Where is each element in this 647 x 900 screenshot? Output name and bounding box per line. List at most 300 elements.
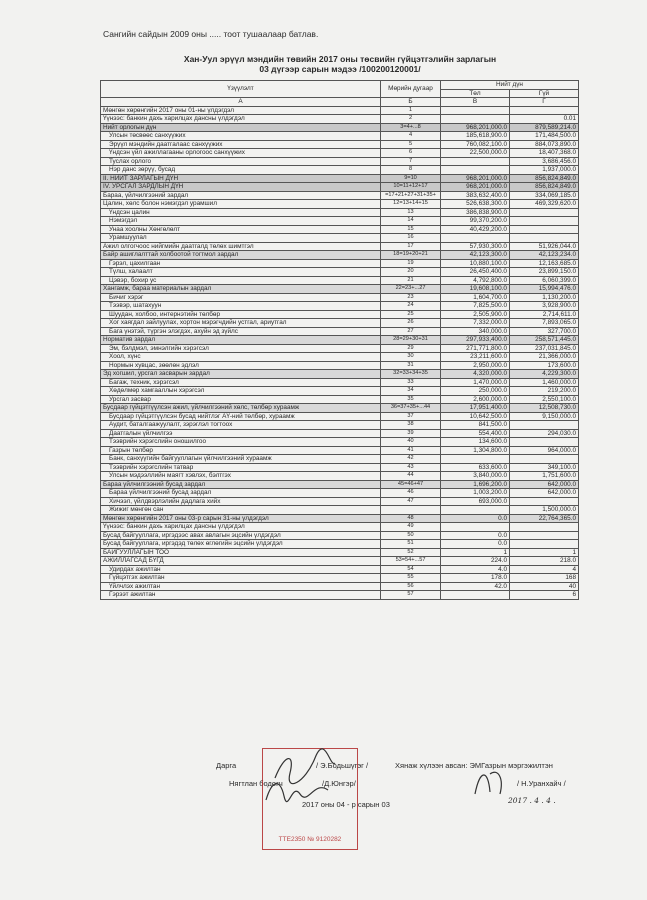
row-label: Бараа үйлчилгээний бусад зардал <box>101 489 381 498</box>
row-label: Нэмэгдэл <box>101 217 381 226</box>
row-code: 31 <box>381 361 441 370</box>
table-row <box>101 251 579 260</box>
table-row <box>101 242 579 251</box>
row-label: Үндсэн үйл ажиллагааны орлогоос санхүүжих <box>101 149 381 158</box>
row-budget <box>441 106 510 115</box>
row-actual <box>510 421 579 430</box>
row-budget: 1 <box>441 548 510 557</box>
row-code: 28=29+30+31 <box>381 336 441 345</box>
row-code: 44 <box>381 472 441 481</box>
row-budget <box>441 115 510 124</box>
row-code: 6 <box>381 149 441 158</box>
header-col-a: А <box>101 98 381 107</box>
row-actual: 327,700.0 <box>510 327 579 336</box>
table-row <box>101 310 579 319</box>
table-row <box>101 378 579 387</box>
row-code: 55 <box>381 574 441 583</box>
row-label: Бараа үйлчилгээний бусад зардал <box>101 480 381 489</box>
row-actual: 879,589,214.0 <box>510 123 579 132</box>
header-actual: Гүй <box>510 89 579 98</box>
header-col-g: Г <box>510 98 579 107</box>
row-label: Даатгалын үйлчилгээ <box>101 429 381 438</box>
row-budget: 633,600.0 <box>441 463 510 472</box>
table-row <box>101 157 579 166</box>
row-actual: 0.01 <box>510 115 579 124</box>
row-code: 35 <box>381 395 441 404</box>
row-budget: 968,201,000.0 <box>441 183 510 192</box>
row-budget: 26,450,400.0 <box>441 268 510 277</box>
row-code: 43 <box>381 463 441 472</box>
table-row <box>101 217 579 226</box>
row-actual: 9,150,000.0 <box>510 412 579 421</box>
receiver-signature <box>470 764 510 800</box>
row-label: Бага үнэтэй, түргэн элэгдэх, ахуйн эд зүйлс <box>101 327 381 336</box>
row-code: 53=54+...57 <box>381 557 441 566</box>
row-actual: 3,928,900.0 <box>510 302 579 311</box>
row-code: 19 <box>381 259 441 268</box>
row-actual <box>510 523 579 532</box>
row-actual: 21,366,000.0 <box>510 353 579 362</box>
table-row <box>101 514 579 523</box>
row-budget: 185,618,900.0 <box>441 132 510 141</box>
row-code <box>381 506 441 515</box>
row-label: Тээвэр, шатахуун <box>101 302 381 311</box>
header-amount: Нийт дүн <box>441 81 579 90</box>
row-actual <box>510 106 579 115</box>
row-budget: 4.0 <box>441 565 510 574</box>
row-code: 54 <box>381 565 441 574</box>
row-label: Хөдөлмөр хамгааллын хэрэгсэл <box>101 387 381 396</box>
row-actual <box>510 455 579 464</box>
table-row <box>101 149 579 158</box>
table-row <box>101 489 579 498</box>
row-actual: 7,893,065.0 <box>510 319 579 328</box>
table-row <box>101 446 579 455</box>
row-label: Туслах орлого <box>101 157 381 166</box>
row-budget <box>441 455 510 464</box>
table-row <box>101 344 579 353</box>
table-row <box>101 370 579 379</box>
row-label: Газрын төлбөр <box>101 446 381 455</box>
row-actual: 171,484,500.0 <box>510 132 579 141</box>
row-budget <box>441 157 510 166</box>
row-actual <box>510 208 579 217</box>
row-code: 17 <box>381 242 441 251</box>
row-code: 18=19+20+21 <box>381 251 441 260</box>
row-actual: 173,600.0 <box>510 361 579 370</box>
row-code: 12=13+14+15 <box>381 200 441 209</box>
row-code: 7 <box>381 157 441 166</box>
table-row <box>101 327 579 336</box>
report-title: Хан-Уул эрүүл мэндийн төвийн 2017 оны төсвийн гүйцэтгэлийн зарлагын <box>183 54 497 64</box>
table-row <box>101 285 579 294</box>
row-actual: 23,899,150.0 <box>510 268 579 277</box>
row-actual: 469,329,620.0 <box>510 200 579 209</box>
row-budget: 99,370,200.0 <box>441 217 510 226</box>
row-budget: 693,000.0 <box>441 497 510 506</box>
row-code: 8 <box>381 166 441 175</box>
row-label: Үйлчлэх ажилтан <box>101 582 381 591</box>
row-code: 34 <box>381 387 441 396</box>
row-budget: 2,600,000.0 <box>441 395 510 404</box>
approval-note: Сангийн сайдын 2009 оны ..... тоот тушаалаар батлав. <box>103 29 319 39</box>
expenditure-table <box>100 80 579 600</box>
row-code: 27 <box>381 327 441 336</box>
table-row <box>101 429 579 438</box>
header-budget: Төл <box>441 89 510 98</box>
row-label: Цалин, хөлс болон нэмэгдэл урамшил <box>101 200 381 209</box>
table-row <box>101 531 579 540</box>
row-label: Нэр данс зөрүү, бусад <box>101 166 381 175</box>
row-label: Мөнгөн хөрөнгийн 2017 оны 01-ны үлдэгдэл <box>101 106 381 115</box>
row-budget: 386,838,900.0 <box>441 208 510 217</box>
row-budget: 340,000.0 <box>441 327 510 336</box>
row-budget: 271,771,800.0 <box>441 344 510 353</box>
row-actual: 4 <box>510 565 579 574</box>
table-row <box>101 132 579 141</box>
row-actual <box>510 540 579 549</box>
row-label: Аудит, баталгаажуулалт, зэрэглэл тогтоох <box>101 421 381 430</box>
row-actual: 51,926,044.0 <box>510 242 579 251</box>
accountant-signature <box>262 772 332 808</box>
row-label: Бусад байгууллага, иргэдээс авах авлагын эцсийн үлдэгдэл <box>101 531 381 540</box>
row-label: Бичиг хэрэг <box>101 293 381 302</box>
row-code: 32=33+34+35 <box>381 370 441 379</box>
row-code: 56 <box>381 582 441 591</box>
row-actual: 6,060,399.0 <box>510 276 579 285</box>
row-actual: 349,100.0 <box>510 463 579 472</box>
row-code: 41 <box>381 446 441 455</box>
row-budget: 1,470,000.0 <box>441 378 510 387</box>
row-actual <box>510 438 579 447</box>
table-row <box>101 200 579 209</box>
receiver-title: Хянаж хүлээн авсан: ЭМГазрын мэргэжилтэн <box>395 761 553 770</box>
table-row <box>101 557 579 566</box>
table-row <box>101 174 579 183</box>
row-budget: 297,933,400.0 <box>441 336 510 345</box>
table-row <box>101 140 579 149</box>
row-code: 4 <box>381 132 441 141</box>
header-row-1 <box>101 81 579 90</box>
table-row <box>101 387 579 396</box>
row-code: 25 <box>381 310 441 319</box>
row-label: Үндсэн цалин <box>101 208 381 217</box>
row-label: Багаж, техник, хэрэгсэл <box>101 378 381 387</box>
table-row <box>101 123 579 132</box>
row-label: Гүйцэтгэх ажилтан <box>101 574 381 583</box>
table-row <box>101 412 579 421</box>
row-label: II. НИЙТ ЗАРЛАГЫН ДҮН <box>101 174 381 183</box>
table-row <box>101 472 579 481</box>
row-code: 5 <box>381 140 441 149</box>
row-budget: 1,304,800.0 <box>441 446 510 455</box>
table-row <box>101 591 579 600</box>
row-budget: 0.0 <box>441 540 510 549</box>
row-actual: 218.0 <box>510 557 579 566</box>
row-code: 49 <box>381 523 441 532</box>
row-code: 26 <box>381 319 441 328</box>
table-row <box>101 455 579 464</box>
row-code: 29 <box>381 344 441 353</box>
row-code: 24 <box>381 302 441 311</box>
row-code: 10=11+12+17 <box>381 183 441 192</box>
row-actual <box>510 531 579 540</box>
row-code: 14 <box>381 217 441 226</box>
row-label: Улсын төсвөөс санхүүжих <box>101 132 381 141</box>
row-code: 52 <box>381 548 441 557</box>
row-budget <box>441 234 510 243</box>
table-row <box>101 353 579 362</box>
table-row <box>101 183 579 192</box>
row-label: Улсын мэдээллийн маягт хэвлэх, бэлтгэх <box>101 472 381 481</box>
row-label: Урамшуулал <box>101 234 381 243</box>
row-label: БАЙГУУЛЛАГЫН ТОО <box>101 548 381 557</box>
row-budget: 2,505,900.0 <box>441 310 510 319</box>
row-actual: 258,571,445.0 <box>510 336 579 345</box>
row-code: 57 <box>381 591 441 600</box>
table-row <box>101 506 579 515</box>
row-code: 42 <box>381 455 441 464</box>
row-budget: 7,825,500.0 <box>441 302 510 311</box>
row-label: Хангамж, бараа материалын зардал <box>101 285 381 294</box>
row-label: Тээврийн хэрэгслийн оношилгоо <box>101 438 381 447</box>
row-label: IV. УРСГАЛ ЗАРДЛЫН ДҮН <box>101 183 381 192</box>
row-label: Үүнээс: банкин дахь харилцах дансны үлдэгдэл <box>101 115 381 124</box>
accountant-title: Нягтлан бодогч <box>229 779 283 788</box>
table-row <box>101 268 579 277</box>
stamp-number: ТТЕ2350 № 9120282 <box>278 836 342 843</box>
table-row <box>101 480 579 489</box>
row-budget: 1,604,700.0 <box>441 293 510 302</box>
row-budget: 250,000.0 <box>441 387 510 396</box>
row-actual: 12,163,685.0 <box>510 259 579 268</box>
row-budget: 1,696,200.0 <box>441 480 510 489</box>
table-row <box>101 361 579 370</box>
row-budget: 526,638,300.0 <box>441 200 510 209</box>
row-budget: 42.0 <box>441 582 510 591</box>
row-code: 13 <box>381 208 441 217</box>
table-row <box>101 106 579 115</box>
row-label: Жижиг мөнгөн сан <box>101 506 381 515</box>
row-label: Байр ашиглалттай холбоотой тогтмол зардал <box>101 251 381 260</box>
row-code: 51 <box>381 540 441 549</box>
row-code: 22=23+...27 <box>381 285 441 294</box>
row-actual: 964,000.0 <box>510 446 579 455</box>
table-row <box>101 234 579 243</box>
row-code: 38 <box>381 421 441 430</box>
row-actual: 22,764,365.0 <box>510 514 579 523</box>
row-budget: 7,332,000.0 <box>441 319 510 328</box>
table-row <box>101 293 579 302</box>
row-actual: 856,824,849.0 <box>510 174 579 183</box>
director-name: / Э.Бодьшүгэг / <box>316 761 369 770</box>
row-label: Бараа, үйлчилгээний зардал <box>101 191 381 200</box>
header-col-b: Б <box>381 98 441 107</box>
table-row <box>101 438 579 447</box>
row-label: Мөнгөн хөрөнгийн 2017 оны 03-р сарын 31-ны үлдэгдэл <box>101 514 381 523</box>
row-actual: 1 <box>510 548 579 557</box>
table-row <box>101 404 579 413</box>
row-actual: 2,714,611.0 <box>510 310 579 319</box>
row-label: Гэрэл, цахилгаан <box>101 259 381 268</box>
table-row <box>101 421 579 430</box>
row-label: Нормын хувцас, зөөлөн эдлэл <box>101 361 381 370</box>
header-col-v: В <box>441 98 510 107</box>
row-actual: 1,460,000.0 <box>510 378 579 387</box>
row-actual <box>510 234 579 243</box>
row-actual: 334,069,185.0 <box>510 191 579 200</box>
row-code: 20 <box>381 268 441 277</box>
table-row <box>101 336 579 345</box>
header-row-number: Мөрийн дугаар <box>381 81 441 98</box>
row-actual: 294,030.0 <box>510 429 579 438</box>
row-code: 16 <box>381 234 441 243</box>
row-budget: 178.0 <box>441 574 510 583</box>
row-budget: 3,840,000.0 <box>441 472 510 481</box>
row-budget <box>441 166 510 175</box>
row-budget: 17,951,400.0 <box>441 404 510 413</box>
row-budget: 0.0 <box>441 531 510 540</box>
row-code: 3=4+...8 <box>381 123 441 132</box>
row-code: 23 <box>381 293 441 302</box>
row-label: Ажил олгогчоос нийгмийн даатгалд төлөх шимтгэл <box>101 242 381 251</box>
table-row <box>101 225 579 234</box>
row-actual: 2,550,100.0 <box>510 395 579 404</box>
row-code: 2 <box>381 115 441 124</box>
table-row <box>101 463 579 472</box>
row-budget: 760,082,100.0 <box>441 140 510 149</box>
row-actual: 6 <box>510 591 579 600</box>
table-row <box>101 395 579 404</box>
row-budget: 1,003,200.0 <box>441 489 510 498</box>
row-label: Удирдах ажилтан <box>101 565 381 574</box>
row-code: 48 <box>381 514 441 523</box>
row-code: 39 <box>381 429 441 438</box>
row-label: Эрүүл мэндийн даатгалаас санхүүжих <box>101 140 381 149</box>
row-actual: 1,751,600.0 <box>510 472 579 481</box>
row-budget: 0.0 <box>441 514 510 523</box>
row-actual: 42,123,234.0 <box>510 251 579 260</box>
table-row <box>101 319 579 328</box>
row-code: 40 <box>381 438 441 447</box>
row-actual: 237,031,845.0 <box>510 344 579 353</box>
row-label: Норматив зардал <box>101 336 381 345</box>
row-budget: 19,608,100.0 <box>441 285 510 294</box>
row-budget: 23,211,600.0 <box>441 353 510 362</box>
header-row-3 <box>101 98 579 107</box>
row-code: 9=10 <box>381 174 441 183</box>
handwritten-date: 2017 . 4 . 4 . <box>508 796 556 805</box>
row-budget: 10,880,100.0 <box>441 259 510 268</box>
row-actual: 4,229,300.0 <box>510 370 579 379</box>
table-row <box>101 565 579 574</box>
row-actual: 12,508,730.0 <box>510 404 579 413</box>
row-budget: 2,950,000.0 <box>441 361 510 370</box>
row-label: Бусдаар гүйцэтгүүлсэн бусад нийтлэг АҮ-ний төлбөр, хураамж <box>101 412 381 421</box>
row-budget: 841,500.0 <box>441 421 510 430</box>
report-subtitle: 03 дүгээр сарын мэдээ /100200120001/ <box>259 64 421 74</box>
row-code: 1 <box>381 106 441 115</box>
row-code: 46 <box>381 489 441 498</box>
table-row <box>101 276 579 285</box>
row-label: Эм, бэлдмэл, эмнэлгийн хэрэгсэл <box>101 344 381 353</box>
table-row <box>101 166 579 175</box>
receiver-name: / Н.Уранхайч / <box>517 779 566 788</box>
row-label: Бусдаар гүйцэтгүүлсэн ажил, үйлчилгээний хөлс, төлбөр хураамж <box>101 404 381 413</box>
row-label: Хоол, хүнс <box>101 353 381 362</box>
table-row <box>101 582 579 591</box>
row-actual: 642,000.0 <box>510 489 579 498</box>
row-label: Бусад байгууллага, иргэдэд төлөх өглөгийн эцсийн үлдэгдэл <box>101 540 381 549</box>
row-code: 37 <box>381 412 441 421</box>
row-actual: 15,994,476.0 <box>510 285 579 294</box>
director-title: Дарга <box>216 761 237 770</box>
row-actual: 1,937,000.0 <box>510 166 579 175</box>
row-code: 36=37+35+...44 <box>381 404 441 413</box>
table-row <box>101 259 579 268</box>
row-actual: 884,073,890.0 <box>510 140 579 149</box>
row-budget: 134,600.0 <box>441 438 510 447</box>
row-actual <box>510 217 579 226</box>
table-row <box>101 523 579 532</box>
accountant-name: /Д.Юнгэр/ <box>322 779 356 788</box>
row-actual: 642,000.0 <box>510 480 579 489</box>
table-row <box>101 115 579 124</box>
row-budget: 22,500,000.0 <box>441 149 510 158</box>
row-actual: 18,407,368.0 <box>510 149 579 158</box>
row-code: =17+21+27+31+35+ <box>381 191 441 200</box>
row-budget: 383,632,400.0 <box>441 191 510 200</box>
row-label: Банк, санхүүгийн байгууллагын үйлчилгээний хураамж <box>101 455 381 464</box>
row-budget: 10,642,500.0 <box>441 412 510 421</box>
row-label: Хичээл, үйлдвэрлэлийн дадлага хийх <box>101 497 381 506</box>
row-actual <box>510 225 579 234</box>
row-label: Хог хаягдал зайлуулах, хортон мэрэгчдийн устгал, ариутгал <box>101 319 381 328</box>
row-actual: 40 <box>510 582 579 591</box>
row-budget: 224.0 <box>441 557 510 566</box>
report-date: 2017 оны 04 - р сарын 03 <box>302 800 390 809</box>
row-label: Гэрээт ажилтан <box>101 591 381 600</box>
row-budget: 57,930,300.0 <box>441 242 510 251</box>
header-indicator: Үзүүлэлт <box>101 81 381 98</box>
row-budget <box>441 506 510 515</box>
row-code: 47 <box>381 497 441 506</box>
row-budget: 968,201,000.0 <box>441 123 510 132</box>
row-label: Цэвэр, бохир ус <box>101 276 381 285</box>
row-actual: 3,686,456.0 <box>510 157 579 166</box>
row-code: 50 <box>381 531 441 540</box>
row-actual: 219,200.0 <box>510 387 579 396</box>
table-row <box>101 497 579 506</box>
row-actual: 168 <box>510 574 579 583</box>
row-actual <box>510 497 579 506</box>
row-label: Унаа хоолны Хөнгөлөлт <box>101 225 381 234</box>
row-budget: 4,320,000.0 <box>441 370 510 379</box>
table-row <box>101 574 579 583</box>
row-label: Эд хогшил, урсгал засварын зардал <box>101 370 381 379</box>
row-budget: 554,400.0 <box>441 429 510 438</box>
row-code: 45=46+47 <box>381 480 441 489</box>
row-actual: 856,824,849.0 <box>510 183 579 192</box>
row-label: Нийт орлогын дүн <box>101 123 381 132</box>
table-row <box>101 302 579 311</box>
row-label: Урсгал засвар <box>101 395 381 404</box>
row-code: 33 <box>381 378 441 387</box>
row-code: 21 <box>381 276 441 285</box>
row-label: Шуудан, холбоо, интернэтийн төлбөр <box>101 310 381 319</box>
row-label: Үүнээс: банкин дахь харилцах дансны үлдэгдэл <box>101 523 381 532</box>
table-row <box>101 540 579 549</box>
